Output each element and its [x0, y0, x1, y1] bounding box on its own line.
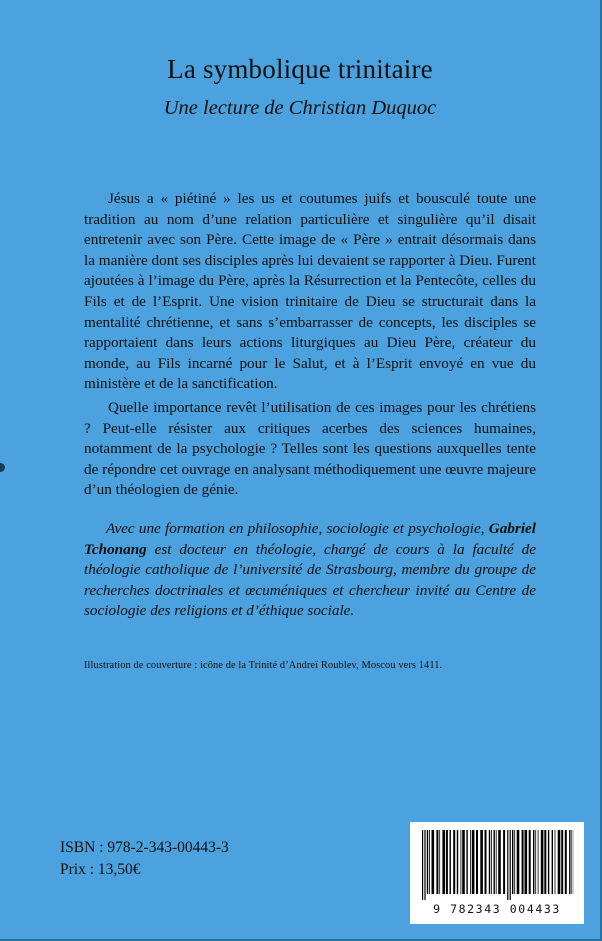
barcode-bar	[544, 830, 546, 894]
barcode-bar	[453, 830, 455, 894]
barcode-bar	[565, 830, 567, 894]
author-name: Gabriel Tchonang	[84, 520, 536, 558]
barcode-bar	[432, 830, 435, 894]
barcode-bar	[494, 830, 495, 894]
barcode-bar	[422, 830, 423, 900]
barcode-bar	[470, 830, 471, 894]
barcode-bar	[538, 830, 539, 894]
spine-notch	[0, 463, 5, 472]
barcode-bar	[450, 830, 451, 894]
barcode-bar	[507, 830, 508, 900]
barcode-bar	[439, 830, 440, 894]
barcode-bar	[442, 830, 445, 894]
barcode-bar	[541, 830, 544, 894]
barcode-bar	[489, 830, 490, 894]
barcode-bar	[561, 830, 563, 894]
barcode-bar	[552, 830, 553, 894]
barcode-bar	[503, 830, 505, 894]
barcode-bar	[429, 830, 430, 894]
book-title: La symbolique trinitaire	[167, 54, 433, 84]
barcode-bar	[514, 830, 515, 894]
barcode-bar	[436, 830, 438, 894]
cover-illustration-credit: Illustration de couverture : icône de la Trinité d’Andreï Roublev, Moscou vers 1411.	[84, 660, 443, 671]
barcode-bar	[522, 830, 524, 894]
barcode-bar	[485, 830, 487, 894]
barcode-bar	[535, 830, 536, 894]
book-subtitle: Une lecture de Christian Duquoc	[163, 97, 437, 119]
author-bio-intro: Avec une formation en philosophie, sociologie et psychologie,	[106, 520, 489, 537]
barcode-bar	[558, 830, 561, 894]
barcode-bar	[446, 830, 448, 894]
barcode-bar	[457, 830, 458, 894]
barcode-bar	[525, 830, 528, 894]
barcode-bar	[569, 830, 570, 894]
barcode-bar	[424, 830, 425, 900]
barcode-bar	[512, 830, 513, 894]
author-bio	[84, 519, 536, 622]
barcode-bar	[529, 830, 531, 894]
barcode-bar	[498, 830, 501, 894]
barcode-bar	[480, 830, 483, 894]
author-bio-rest: est docteur en théologie, chargé de cours à la faculté de théologie catholique de l’université de Strasbourg, membre du groupe de recherches doctrinales et œcuméniques et chercheur invité au Centre de sociologie des religions et d’éthique sociale.	[84, 540, 536, 620]
barcode-bar	[510, 830, 511, 900]
barcode-bar	[548, 830, 549, 894]
barcode-bar	[476, 830, 478, 894]
barcode-bar	[533, 830, 534, 894]
barcode-bar	[571, 830, 572, 894]
barcode-bar	[466, 830, 467, 894]
barcode-bar	[462, 830, 465, 894]
barcode-bar	[496, 830, 497, 894]
barcode-bars	[420, 830, 574, 900]
blurb-paragraph-1: Jésus a « piétiné » les us et coutumes juifs et bousculé toute une tradition au nom d’une relation particulière et singulière qu’il disait entretenir avec son Père. Cette image de « Père » entrait désormais dans la manière dont ses disciples après lui devaient se rapporter à Dieu. Furent ajoutées à l’image du Père, après la Résurrection et la Pentecôte, celles du Fils et de l’Esprit. Une vision trinitaire de Dieu se structurait dans la mentalité chrétienne, et sans s’embarrasser de concepts, les disciples se rapportaient dans leurs actions liturgiques au Dieu Père, créateur du monde, au Fils incarné pour le Salut, et à l’Esprit envoyé en vue du ministère et de la sanctification.	[84, 190, 536, 393]
barcode-number: 9 782343 004433	[433, 902, 561, 916]
barcode-bar	[461, 830, 462, 894]
barcode-bar	[472, 830, 475, 894]
barcode-bar	[427, 830, 428, 894]
barcode	[410, 822, 584, 924]
barcode-bar	[517, 830, 520, 894]
blurb-paragraph-2: Quelle importance revêt l’utilisation de ces images pour les chrétiens ? Peut-elle résister aux critiques acerbes des sciences humaines, notamment de la psychologie ? Telles sont les questions auxquelles tente de répondre cet ouvrage en analysant méthodiquement une œuvre majeure d’un théologien de génie.	[84, 399, 536, 499]
barcode-bar	[555, 830, 556, 894]
barcode-bar	[491, 830, 492, 894]
isbn: ISBN : 978-2-343-00443-3	[60, 839, 229, 856]
price: Prix : 13,50€	[60, 861, 141, 878]
